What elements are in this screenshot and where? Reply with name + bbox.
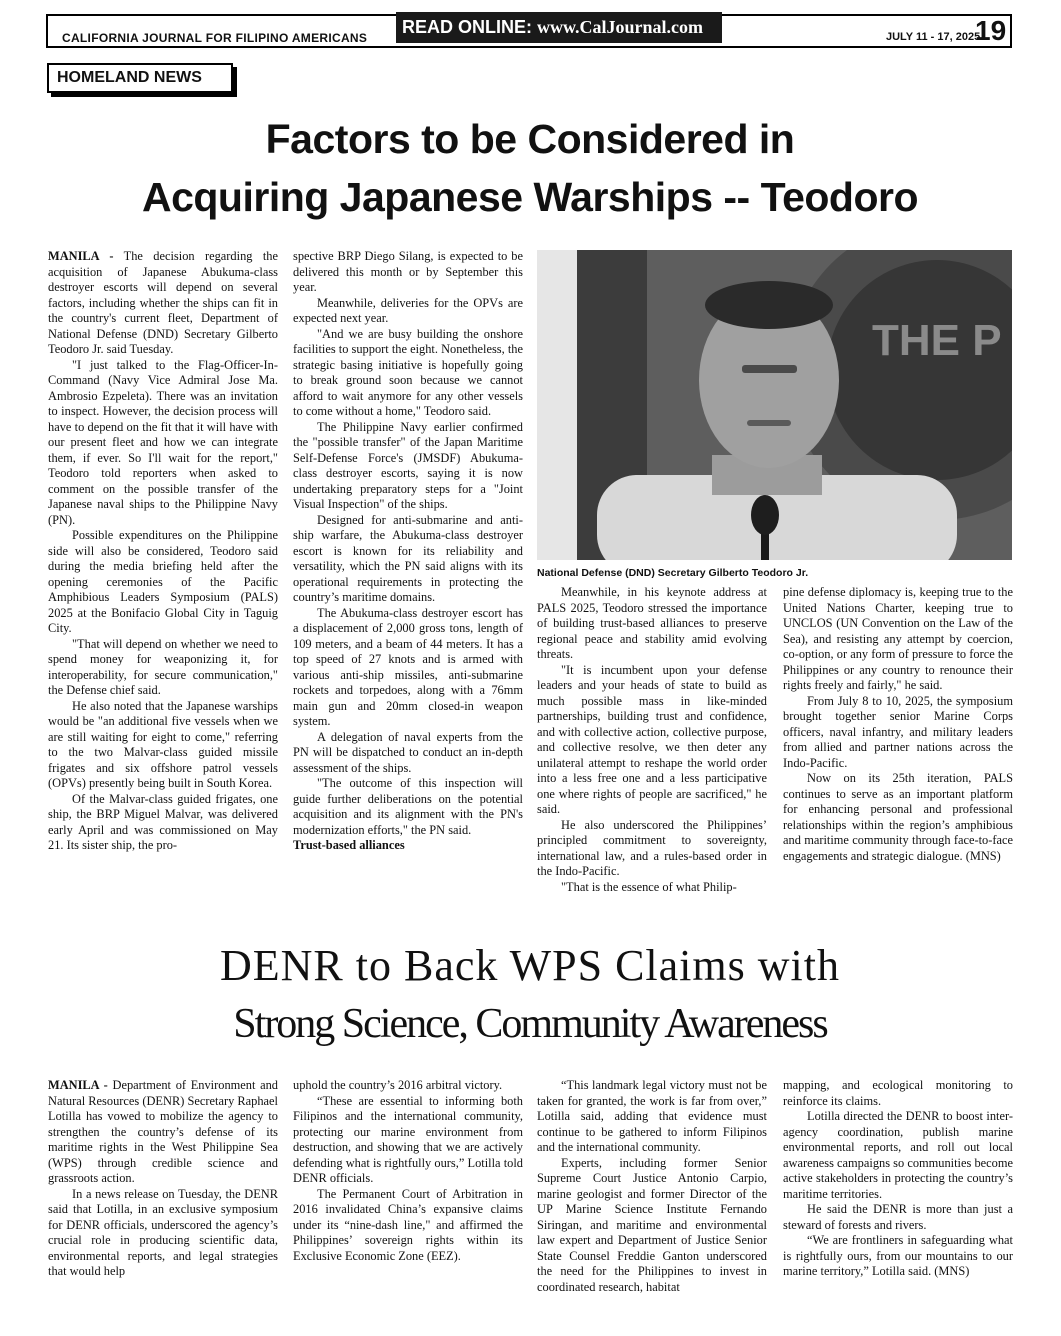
page-number: 19: [975, 15, 1007, 46]
svg-text:THE P: THE P: [872, 316, 1002, 365]
article1-column-1: [48, 249, 278, 854]
article1-paragraph: Now on its 25th iteration, PALS continues to serve as an important platform for enhancing personal and professional relationships within the region’s amphibious and maritime community through face-to-face engagements and strategic dialogue. (MNS): [783, 771, 1013, 863]
read-online-banner: [396, 12, 722, 43]
article1-paragraph: Meanwhile, in his keynote address at PALS 2025, Teodoro stressed the importance of building trust-based alliances to preserve regional peace and stability amid evolving threats.: [537, 585, 767, 661]
article1-paragraph: He also noted that the Japanese warships would be "an additional five vessels when we are still waiting for eight to come," referring to the two Malvar-class guided missile frigates and six offshore patrol vessels (OPVs) presently being built in South Korea.: [48, 698, 278, 790]
section-label: HOMELAND NEWS: [47, 63, 233, 93]
article1-subhead: Trust-based alliances: [293, 838, 405, 852]
dateline: MANILA -: [48, 1078, 108, 1092]
article1-paragraph: The Philippine Navy earlier confirmed the "possible transfer" of the Japan Maritime Self-Defense Force's (JMSDF) Abukuma-class destroyer escorts, saying it is now undertaking preparatory steps for a "Joint Visual Inspection" of the ships.: [293, 419, 523, 511]
article1-paragraph: He also underscored the Philippines’ principled commitment to sovereignty, international law, and a rules-based order in the Indo-Pacific.: [537, 817, 767, 878]
portrait-illustration: [537, 250, 1012, 560]
article1-paragraph: "It is incumbent upon your defense leaders and your heads of state to build as much possible mass in like-minded partnerships, building trust and confidence, and with collective action, collective purpose, and collective resolve, we then deter any unilateral attempt to reshape the world order into a less free one and a less participative one where rights of people are sacrificed," he said.: [537, 662, 767, 816]
article2-headline-line1: DENR to Back WPS Claims with: [220, 941, 840, 990]
publication-name: CALIFORNIA JOURNAL FOR FILIPINO AMERICANS: [62, 31, 368, 45]
article1-paragraph: spective BRP Diego Silang, is expected to be delivered this month or by September this year.: [293, 249, 523, 294]
masthead: [46, 14, 1012, 48]
article1-paragraph: pine defense diplomacy is, keeping true to the United Nations Charter, keeping true to UNCLOS (UN Convention on the Law of the Sea), and resisting any attempt by coercion, co-option, or any form of pressure to force the Philippines or any country to renounce their rights freely and fairly," he said.: [783, 585, 1013, 692]
article1-headline: [40, 110, 1020, 226]
article2-paragraph: “These are essential to informing both Filipinos and the international community, protecting our marine environment from destruction, and showing that we are actively defending what is rightfully ours,” Lotilla told DENR officials.: [293, 1093, 523, 1185]
article1-paragraph: "I just talked to the Flag-Officer-In-Command (Navy Vice Admiral Jose Ma. Ambrosio Ezpeleta). There was an invitation to inspect. However, the decision process will have to depend on the fit that it will have with our present fleet and how we can integrate them, if ever. So I'll wait for the report," Teodoro told reporters when asked to comment on the possible transfer of the Japanese naval ships to the Philippine Navy (PN).: [48, 357, 278, 527]
article1-paragraph: Meanwhile, deliveries for the OPVs are expected next year.: [293, 295, 523, 325]
article1-paragraph: The Abukuma-class destroyer escort has a displacement of 2,000 gross tons, length of 109 meters, and a beam of 44 meters. It has a top speed of 27 knots and is armed with various anti-ship missiles, anti-submarine rockets and torpedoes, along with a 76mm main gun and 20mm closed-in weapon system.: [293, 605, 523, 728]
article2-paragraph: mapping, and ecological monitoring to reinforce its claims.: [783, 1078, 1013, 1108]
dateline: MANILA -: [48, 249, 114, 263]
article1-paragraph: "And we are busy building the onshore facilities to support the eight. Nonetheless, the strategic basing initiative is hopefully going to break ground soon because we cannot afford to wait anymore for any other vessels to come without a home," Teodoro said.: [293, 326, 523, 418]
article1-paragraph: A delegation of naval experts from the PN will be dispatched to conduct an in-depth assessment of the ships.: [293, 729, 523, 775]
article1-paragraph: Possible expenditures on the Philippine side will also be considered, Teodoro said during the media briefing held after the opening ceremonies of the Pacific Amphibious Leaders Symposium (PALS) 2025 at the Bonifacio Global City in Taguig City.: [48, 528, 278, 635]
website-link[interactable]: www.CalJournal.com: [537, 17, 704, 37]
read-online-label: READ ONLINE:: [402, 17, 532, 37]
article1-headline-line2: Acquiring Japanese Warships -- Teodoro: [141, 174, 919, 220]
article2-paragraph: In a news release on Tuesday, the DENR said that Lotilla, in an exclusive symposium for DENR officials, underscored the agency’s crucial role in producing scientific data, environmental reports, and legal strategies that would help: [48, 1186, 278, 1278]
article1-paragraph: "The outcome of this inspection will guide further deliberations on the potential acquisition and its alignment with the PN's modernization efforts," the PN said.: [293, 776, 523, 837]
article2-paragraph: “This landmark legal victory must not be taken for granted, the work is far from over,” Lotilla said, adding that evidence must continue to be gathered to inform Filipinos and the international community.: [537, 1078, 767, 1154]
article1-paragraph: Designed for anti-submarine and anti-ship warfare, the Abukuma-class destroyer escort is known for its reliability and versatility, which the PN said aligns with its operational requirements in protecting the country’s maritime domains.: [293, 512, 523, 604]
article1-paragraph: MANILA - The decision regarding the acquisition of Japanese Abukuma-class destroyer escorts will depend on several factors, including whether the ships can fit in the country's current fleet, Department of National Defense (DND) Secretary Gilberto Teodoro Jr. said Tuesday.: [48, 249, 278, 356]
article2-paragraph: uphold the country’s 2016 arbitral victory.: [293, 1078, 503, 1092]
teodoro-photo: [537, 250, 1012, 560]
article1-paragraph: Of the Malvar-class guided frigates, one ship, the BRP Miguel Malvar, was delivered early April and was commissioned on May 21. Its sister ship, the pro-: [48, 791, 278, 852]
article2-column-4: [783, 1078, 1013, 1280]
article1-column-4: [783, 585, 1013, 864]
article2-paragraph: MANILA - Department of Environment and Natural Resources (DENR) Secretary Raphael Lotilla has vowed to mobilize the agency to strengthen the country’s defense of its maritime rights in the West Philippine Sea (WPS) through credible science and grassroots action.: [48, 1078, 279, 1185]
issue-date: JULY 11 - 17, 2025: [886, 31, 981, 43]
article2-paragraph: Lotilla directed the DENR to boost inter-agency coordination, publish marine environmental reports, and roll out local awareness campaigns so communities become active stakeholders in protecting the country’s maritime territories.: [783, 1109, 1013, 1201]
article2-column-3: [537, 1078, 767, 1295]
article2-paragraph: Experts, including former Senior Supreme Court Justice Antonio Carpio, marine geologist and former Director of the UP Marine Science Institute Fernando Siringan, and maritime and environmental law expert and Department of Justice Senior State Counsel Freddie Ganton underscored the need for the Philippines to invest in coordinated research, habitat: [537, 1155, 767, 1294]
article2-paragraph: The Permanent Court of Arbitration in 2016 invalidated China’s expansive claims under its “nine-dash line," and affirmed the Philippines’ sovereign rights within its Exclusive Economic Zone (EEZ).: [293, 1186, 523, 1263]
article1-column-3: [537, 585, 767, 895]
article1-headline-line1: Factors to be Considered in: [265, 116, 795, 162]
article2-paragraph: “We are frontliners in safeguarding what is rightfully ours, from our mountains to our marine territory,” Lotilla said. (MNS): [783, 1233, 1013, 1278]
article2-column-1: [48, 1078, 278, 1280]
article2-column-2: [293, 1078, 523, 1264]
photo-caption: National Defense (DND) Secretary Gilberto Teodoro Jr.: [537, 567, 809, 579]
article1-paragraph: From July 8 to 10, 2025, the symposium brought together senior Marine Corps officers, naval infantry, and military leaders from allied and partner nations across the Indo-Pacific.: [783, 693, 1013, 770]
article1-paragraph: "That is the essence of what Philip-: [561, 879, 737, 894]
article2-headline-line2: Strong Science, Community Awareness: [233, 1001, 827, 1047]
article1-paragraph: "That will depend on whether we need to spend money for weaponizing it, for interoperability, for secure communication," the Defense chief said.: [48, 636, 278, 697]
article2-paragraph: He said the DENR is more than just a steward of forests and rivers.: [783, 1202, 1013, 1232]
article1-column-2: [293, 249, 523, 854]
